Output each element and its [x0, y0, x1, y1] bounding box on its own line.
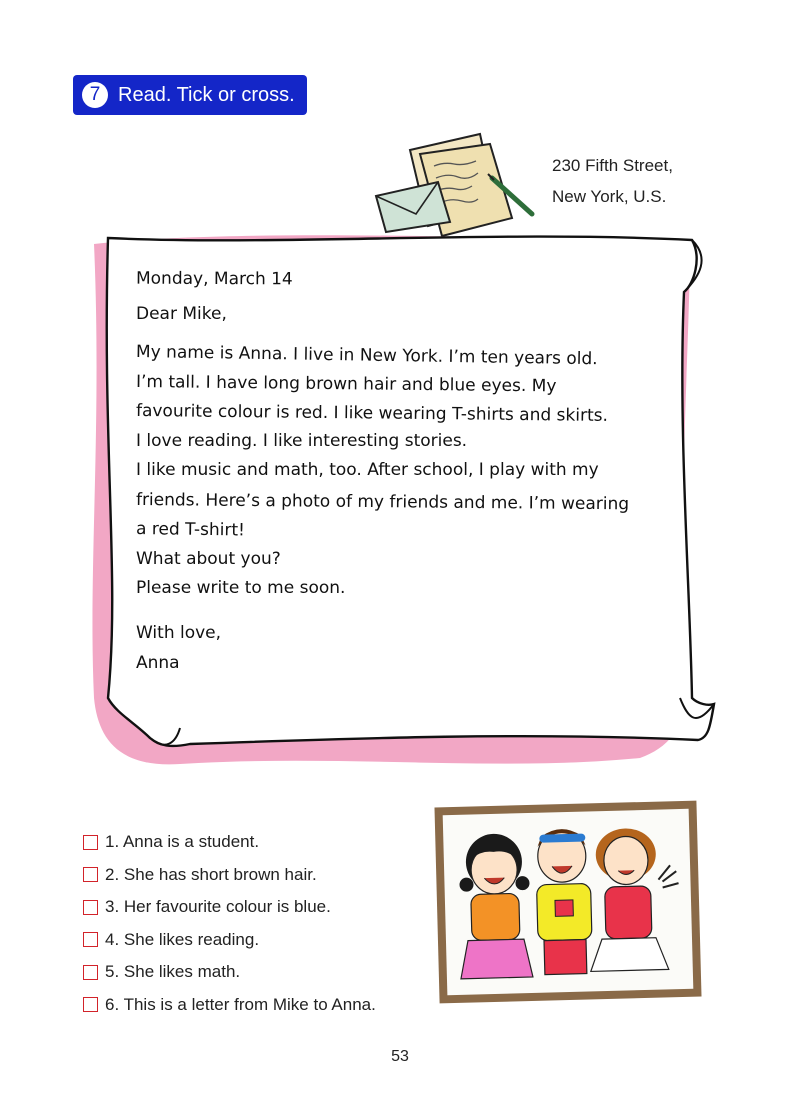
statement-text: 6. This is a letter from Mike to Anna. — [105, 994, 376, 1014]
letter-line: I like music and math, too. After school, I play with my — [136, 460, 599, 480]
exercise-instruction: Read. Tick or cross. — [118, 83, 295, 106]
three-girls-illustration — [443, 809, 694, 995]
tick-cross-checkbox[interactable] — [83, 835, 98, 850]
letter-closing-phrase: With love, — [136, 622, 222, 643]
tick-cross-checkbox[interactable] — [83, 932, 98, 947]
statement-item — [83, 859, 376, 892]
letter-paragraph — [136, 338, 676, 604]
letter-line: I love reading. I like interesting stories. — [136, 430, 468, 451]
girl-left — [457, 833, 533, 979]
statement-item — [83, 826, 376, 859]
exercise-number-badge: 7 — [82, 82, 108, 108]
tick-cross-checkbox[interactable] — [83, 867, 98, 882]
letter-line: Please write to me soon. — [136, 578, 346, 598]
girl-middle — [535, 828, 593, 974]
letter-line: favourite colour is red. I like wearing T-shirts and skirts. — [135, 401, 609, 426]
exercise-header — [73, 75, 307, 115]
letter-signature: Anna — [136, 652, 180, 673]
girl-right — [587, 827, 681, 971]
statement-item — [83, 989, 376, 1022]
statement-text: 2. She has short brown hair. — [105, 864, 317, 884]
tick-cross-checkbox[interactable] — [83, 965, 98, 980]
friends-photo-image — [443, 809, 694, 995]
address-line-1: 230 Fifth Street, — [552, 156, 673, 175]
tick-cross-checkbox[interactable] — [83, 900, 98, 915]
statement-text: 5. She likes math. — [105, 962, 241, 982]
statement-text: 4. She likes reading. — [105, 929, 260, 949]
letter-line: friends. Here’s a photo of my friends and me. I’m wearing — [135, 489, 630, 514]
statement-item — [83, 956, 376, 989]
letter-closing — [136, 618, 676, 678]
page-number: 53 — [391, 1048, 409, 1065]
letter-line: What about you? — [136, 548, 281, 569]
letter-line: My name is Anna. I live in New York. I’m ten years old. — [135, 342, 598, 370]
statement-list — [83, 826, 376, 1021]
statement-item — [83, 891, 376, 924]
letter-body — [136, 270, 676, 678]
sender-address — [552, 150, 673, 212]
tick-cross-checkbox[interactable] — [83, 997, 98, 1012]
letters-illustration — [372, 132, 538, 242]
letter-line: I’m tall. I have long brown hair and blue eyes. My — [135, 371, 557, 396]
letter-line: a red T-shirt! — [135, 519, 246, 541]
letter-date: Monday, March 14 — [135, 268, 293, 290]
statement-text: 1. Anna is a student. — [105, 832, 260, 852]
letter-greeting: Dear Mike, — [136, 304, 227, 324]
statement-item — [83, 924, 376, 957]
statement-text: 3. Her favourite colour is blue. — [105, 897, 331, 917]
friends-photo — [434, 801, 701, 1004]
address-line-2: New York, U.S. — [552, 187, 667, 206]
